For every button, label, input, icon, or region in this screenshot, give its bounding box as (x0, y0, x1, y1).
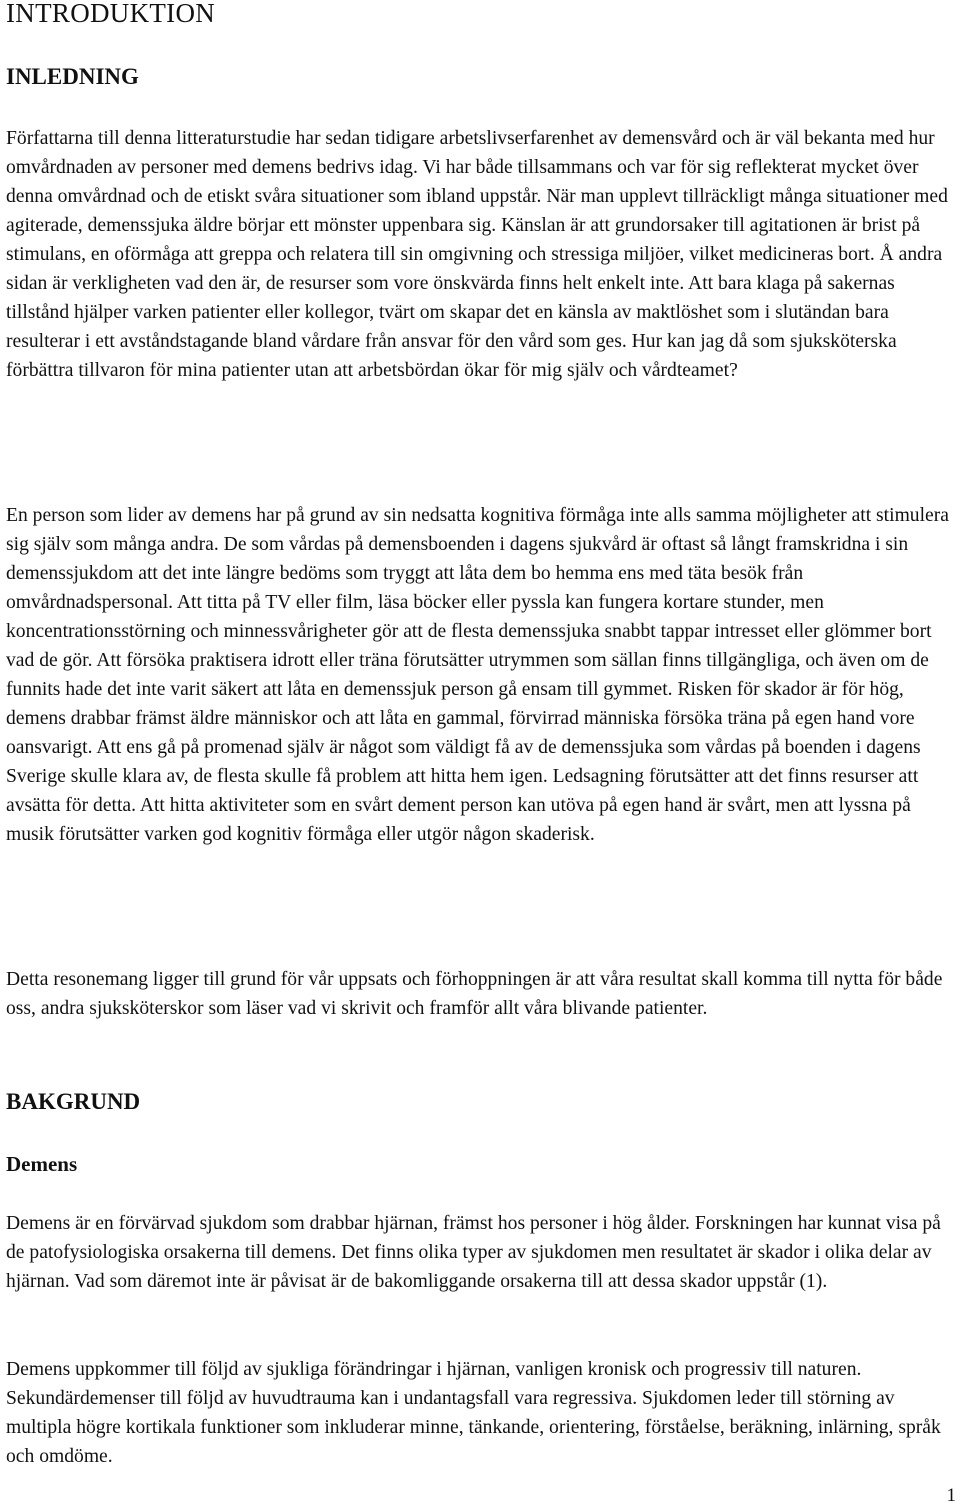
paragraph-demens-2: Demens uppkommer till följd av sjukliga förändringar i hjärnan, vanligen kronisk och progressiv till naturen. Sekundärdemenser till följd av huvudtrauma kan i undantagsfall vara regressiva. Sjukdomen leder till störning av multipla högre kortikala funktioner som inkluderar minne, tänkande, orientering, förståelse, beräkning, inlärning, språk och omdöme. (6, 1359, 941, 1467)
paragraph-intro-3: Detta resonemang ligger till grund för vår uppsats och förhoppningen är att våra resultat skall komma till nytta för både oss, andra sjuksköterskor som läser vad vi skrivit och framför allt våra blivande patienter. (6, 969, 943, 1019)
paragraph-intro-2: En person som lider av demens har på grund av sin nedsatta kognitiva förmåga inte alls samma möjligheter att stimulera sig själv som många andra. De som vårdas på demensboenden i dagens sjukvård är oftast så långt framskridna i sin demenssjukdom att det inte längre bedöms som tryggt att låta dem bo hemma ens med täta besök från omvårdnadspersonal. Att titta på TV eller film, läsa böcker eller pyssla kan fungera kortare stunder, men koncentrationsstörning och minnessvårigheter gör att de flesta demenssjuka snabbt tappar intresset eller glömmer bort vad de gör. Att försöka praktisera idrott eller träna förutsätter utrymmen som sällan finns tillgängliga, och även om de funnits hade det inte varit säkert att låta en demenssjuk person gå ensam till gymmet. Risken för skador är för hög, demens drabbar främst äldre människor och att låta en gammal, förvirrad människa försöka träna på egen hand vore oansvarigt. Att ens gå på promenad själv är något som väldigt få av de demenssjuka som vårdas på boenden i dagens Sverige skulle klara av, de flesta skulle få problem att hitta hem igen. Ledsagning förutsätter att det finns resurser att avsätta för detta. Att hitta aktiviteter som en svårt dement person kan utöva på egen hand är svårt, men att lyssna på musik förutsätter varken god kognitiv förmåga eller utgör någon skaderisk. (6, 505, 949, 845)
subsection-heading-demens: Demens (6, 1152, 78, 1176)
section-heading-bakgrund: BAKGRUND (6, 1089, 141, 1114)
section-heading-inledning: INLEDNING (6, 64, 139, 89)
paragraph-demens-1: Demens är en förvärvad sjukdom som drabbar hjärnan, främst hos personer i hög ålder. Forskningen har kunnat visa på de patofysiologiska orsakerna till demens. Det finns olika typer av sjukdomen men resultatet är skador i olika delar av hjärnan. Vad som däremot inte är påvisat är de bakomliggande orsakerna till att dessa skador uppstår (1). (6, 1213, 941, 1292)
page-title: INTRODUKTION (6, 0, 216, 28)
paragraph-intro-1: Författarna till denna litteraturstudie har sedan tidigare arbetslivserfarenhet av demensvård och är väl bekanta med hur omvårdnaden av personer med demens bedrivs idag. Vi har både tillsammans och var för sig reflekterat mycket över denna omvårdnad och de etiskt svåra situationer som ibland uppstår. När man upplevt tillräckligt många situationer med agiterade, demenssjuka äldre börjar ett mönster uppenbara sig. Känslan är att grundorsaker till agitationen är brist på stimulans, en oförmåga att greppa och relatera till sin omgivning och stressiga miljöer, vilket medicineras bort. Å andra sidan är verkligheten vad den är, de resurser som vore önskvärda finns helt enkelt inte. Att bara klaga på sakernas tillstånd hjälper varken patienter eller kollegor, tvärt om skapar det en känsla av maktlöshet som i slutändan bara resulterar i ett avståndstagande bland vårdare från ansvar för den vård som ges. Hur kan jag då som sjuksköterska förbättra tillvaron för mina patienter utan att arbetsbördan ökar för mig själv och vårdteamet? (6, 128, 948, 381)
page-number: 1 (946, 1485, 956, 1506)
